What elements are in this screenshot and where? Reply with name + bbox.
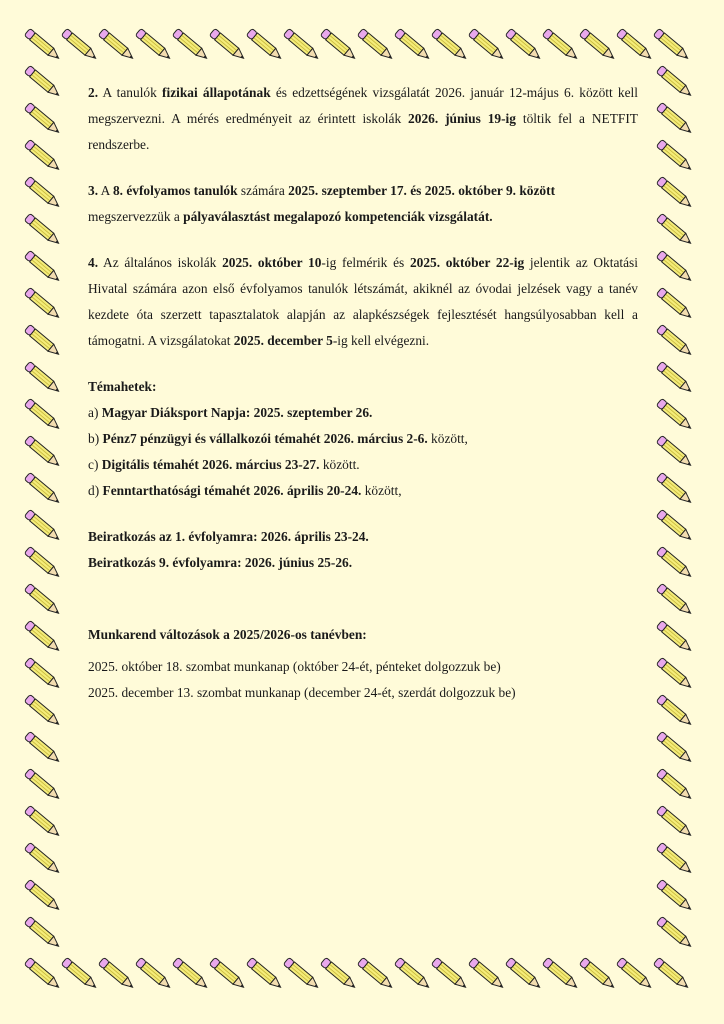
pencil-icon [656,731,693,764]
pencil-icon [468,28,505,61]
enrollment-grade-1: Beiratkozás az 1. évfolyamra: 2026. április 23-24. [88,529,369,544]
theme-item-a: a) Magyar Diáksport Napja: 2025. szeptember 26. [88,405,373,420]
pencil-icon [24,546,61,579]
pencil-icon [24,583,61,616]
pencil-icon [24,176,61,209]
paragraph-2: 2. A tanulók fizikai állapotának és edzettségének vizsgálatát 2026. január 12-május 6. között kell megszervezni. A mérés eredményeit az érintett iskolák 2026. június 19-ig töltik fel a NETFIT rendszerbe. [88,85,638,152]
pencil-icon [246,957,283,990]
pencil-icon [579,28,616,61]
pencil-icon [24,957,61,990]
pencil-icon [616,957,653,990]
workday-line-2: 2025. december 13. szombat munkanap (december 24-ét, szerdát dolgozzuk be) [88,685,516,700]
pencil-icon [24,250,61,283]
pencil-icon [394,957,431,990]
pencil-icon [24,731,61,764]
pencil-icon [209,957,246,990]
pencil-icon [209,28,246,61]
pencil-icon [24,509,61,542]
pencil-icon [656,324,693,357]
pencil-icon [24,768,61,801]
pencil-icon [24,620,61,653]
pencil-icon [431,28,468,61]
document-body [88,80,638,706]
pencil-icon [394,28,431,61]
pencil-icon [135,28,172,61]
pencil-icon [24,361,61,394]
pencil-icon [24,324,61,357]
paragraph-3: 3. A 8. évfolyamos tanulók számára 2025. szeptember 17. és 2025. október 9. között megszervezzük a pályaválasztást megalapozó kompetenciák vizsgálatát. [88,183,556,224]
pencil-icon [656,65,693,98]
pencil-icon [24,805,61,838]
pencil-icon [24,28,61,61]
pencil-icon [505,28,542,61]
pencil-icon [656,102,693,135]
pencil-icon [24,398,61,431]
paragraph-4: 4. Az általános iskolák 2025. október 10-ig felmérik és 2025. október 22-ig jelentik az Oktatási Hivatal számára azon első évfolyamos tanulók létszámát, akiknél az óvodai jelzések vagy a tanév kezdete óta szerzett tapasztalatok alapján az alapkészségek fejlesztését hangsúlyosabban kell a támogatni. A vizsgálatokat 2025. december 5-ig kell elvégezni. [88,255,638,348]
pencil-icon [468,957,505,990]
pencil-icon [656,657,693,690]
pencil-icon [24,139,61,172]
enrollment-grade-9: Beiratkozás 9. évfolyamra: 2026. június 25-26. [88,555,353,570]
pencil-icon [135,957,172,990]
theme-item-c: c) Digitális témahét 2026. március 23-27. között. [88,457,360,472]
pencil-icon [61,28,98,61]
pencil-icon [656,842,693,875]
pencil-icon [24,213,61,246]
pencil-icon [542,28,579,61]
pencil-icon [24,916,61,949]
pencil-icon [579,957,616,990]
pencil-icon [24,102,61,135]
pencil-icon [656,472,693,505]
pencil-icon [656,546,693,579]
theme-item-d: d) Fenntarthatósági témahét 2026. április 20-24. között, [88,483,402,498]
pencil-icon [172,28,209,61]
pencil-icon [656,398,693,431]
pencil-icon [24,287,61,320]
pencil-icon [24,657,61,690]
pencil-icon [656,139,693,172]
pencil-icon [431,957,468,990]
pencil-icon [172,957,209,990]
pencil-icon [24,435,61,468]
pencil-icon [246,28,283,61]
pencil-icon [656,620,693,653]
pencil-icon [320,957,357,990]
pencil-icon [283,28,320,61]
pencil-icon [656,176,693,209]
pencil-icon [357,957,394,990]
pencil-icon [656,509,693,542]
pencil-icon [24,694,61,727]
pencil-icon [320,28,357,61]
pencil-icon [357,28,394,61]
pencil-icon [656,435,693,468]
pencil-icon [656,694,693,727]
pencil-icon [656,916,693,949]
pencil-icon [542,957,579,990]
pencil-icon [24,472,61,505]
theme-item-b: b) Pénz7 pénzügyi és vállalkozói témahét 2026. március 2-6. között, [88,431,468,446]
pencil-icon [656,879,693,912]
pencil-icon [656,250,693,283]
pencil-icon [98,28,135,61]
pencil-icon [656,768,693,801]
pencil-icon [656,287,693,320]
pencil-icon [656,361,693,394]
pencil-icon [24,842,61,875]
pencil-icon [656,805,693,838]
pencil-icon [24,65,61,98]
pencil-icon [653,28,690,61]
pencil-icon [24,879,61,912]
pencil-icon [616,28,653,61]
themes-heading: Témahetek: [88,379,157,394]
pencil-icon [98,957,135,990]
pencil-icon [61,957,98,990]
pencil-icon [283,957,320,990]
workday-line-1: 2025. október 18. szombat munkanap (október 24-ét, pénteket dolgozzuk be) [88,659,501,674]
pencil-icon [653,957,690,990]
pencil-icon [505,957,542,990]
pencil-icon [656,583,693,616]
pencil-icon [656,213,693,246]
workdays-heading: Munkarend változások a 2025/2026-os tanévben: [88,627,367,642]
